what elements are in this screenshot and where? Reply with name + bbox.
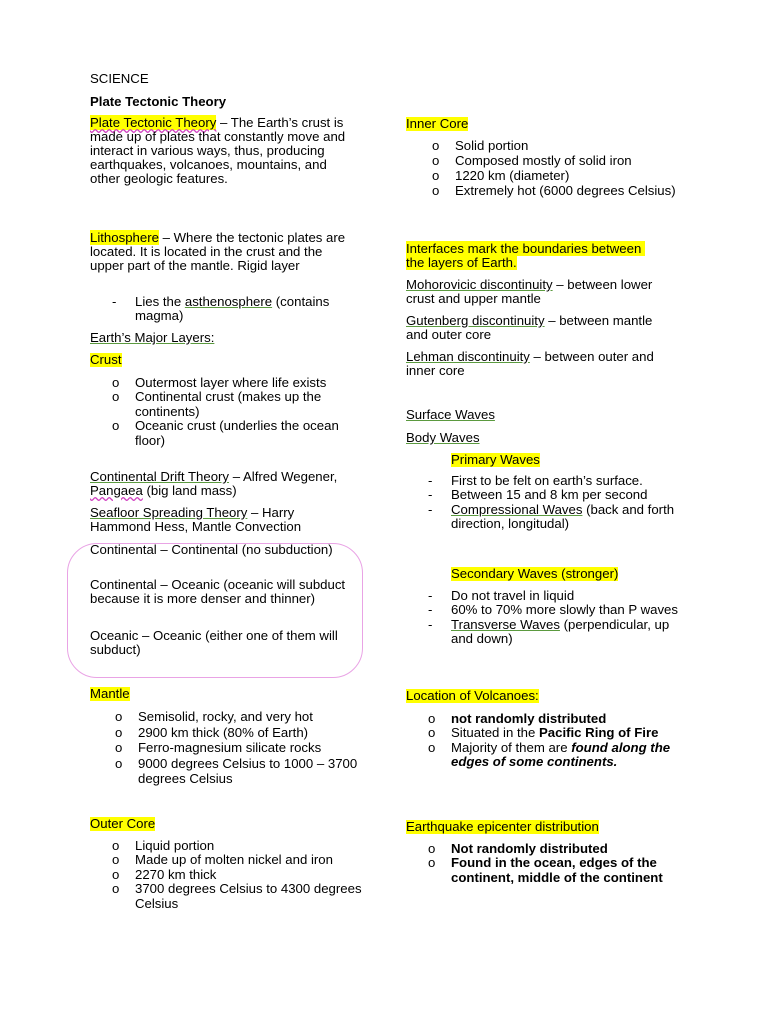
bullet-marker: o bbox=[112, 418, 120, 434]
bullet-marker: o bbox=[115, 709, 123, 724]
epicenter-list bbox=[406, 842, 681, 885]
bullet-marker: o bbox=[115, 724, 123, 740]
bullet-marker: o bbox=[115, 755, 123, 771]
list-item: o Oceanic crust (underlies the ocean floor) bbox=[112, 418, 339, 448]
list-item: o Continental crust (makes up the continents) bbox=[112, 389, 322, 419]
gutenberg-paragraph: Gutenberg discontinuity – between mantle and outer core bbox=[406, 313, 657, 342]
bullet-marker: o bbox=[112, 375, 120, 390]
crust-heading: Crust bbox=[90, 352, 122, 367]
moho-paragraph: Mohorovicic discontinuity – between lower crust and upper mantle bbox=[406, 277, 656, 306]
bullet-marker: o bbox=[428, 855, 436, 871]
list-item: o Outermost layer where life exists bbox=[112, 375, 327, 390]
boundary-oo: Oceanic – Oceanic (either one of them will subduct) bbox=[90, 628, 342, 657]
inner-core-heading: Inner Core bbox=[406, 116, 469, 131]
bullet-marker: o bbox=[112, 389, 120, 405]
doc-title: Plate Tectonic Theory bbox=[90, 94, 227, 109]
doc-label: SCIENCE bbox=[90, 71, 149, 86]
bullet-marker: o bbox=[112, 881, 120, 897]
list-item: - Compressional Waves (back and forth direction, longitudal) bbox=[428, 501, 675, 532]
term-pangaea: Pangaea bbox=[90, 483, 143, 498]
boundary-co: Continental – Oceanic (oceanic will subduct because it is more denser and thinner) bbox=[90, 577, 349, 606]
boundary-cc: Continental – Continental (no subduction) bbox=[90, 542, 333, 557]
bullet-marker: o bbox=[432, 138, 440, 153]
bullet-marker: o bbox=[428, 739, 436, 755]
body-waves-heading: Body Waves bbox=[406, 430, 480, 445]
list-item: - 60% to 70% more slowly than P waves bbox=[428, 602, 678, 618]
volcanoes-list bbox=[406, 712, 681, 770]
list-item: o 2270 km thick bbox=[112, 866, 217, 882]
crust-list bbox=[90, 376, 365, 448]
list-item: o Situated in the Pacific Ring of Fire bbox=[428, 725, 659, 741]
list-item: o 9000 degrees Celsius to 1000 – 3700 degrees Celsius bbox=[115, 755, 358, 787]
dash-marker: - bbox=[428, 487, 433, 503]
list-item: o Semisolid, rocky, and very hot bbox=[115, 709, 313, 724]
lehman-paragraph: Lehman discontinuity – between outer and inner core bbox=[406, 349, 658, 378]
dash-marker: - bbox=[428, 588, 433, 603]
bullet-marker: o bbox=[112, 852, 120, 868]
list-item: - Do not travel in liquid bbox=[428, 588, 575, 603]
term-plate-tectonic: Plate Tectonic Theory bbox=[90, 115, 217, 130]
list-item: o Composed mostly of solid iron bbox=[432, 153, 632, 168]
seafloor-paragraph: Seafloor Spreading Theory – Harry Hammond Hess, Mantle Convection bbox=[90, 505, 302, 534]
continental-drift-paragraph: Continental Drift Theory – Alfred Wegener, Pangaea (big land mass) bbox=[90, 469, 341, 498]
bullet-marker: o bbox=[432, 168, 440, 183]
primary-waves-list bbox=[406, 474, 681, 532]
list-item: o Extremely hot (6000 degrees Celsius) bbox=[432, 183, 676, 198]
term-seafloor-spreading: Seafloor Spreading Theory bbox=[90, 505, 248, 520]
list-item: o Not randomly distributed bbox=[428, 841, 608, 856]
lithosphere-list bbox=[90, 295, 340, 324]
list-item: o Liquid portion bbox=[112, 838, 215, 853]
list-item: o Made up of molten nickel and iron bbox=[112, 852, 333, 868]
dash-marker: - bbox=[112, 294, 117, 309]
term-lehman: Lehman discontinuity bbox=[406, 349, 530, 364]
interfaces-highlight: Interfaces mark the boundaries between the layers of Earth. bbox=[406, 241, 645, 270]
list-item: o Solid portion bbox=[432, 138, 529, 153]
surface-waves-heading: Surface Waves bbox=[406, 407, 495, 422]
term-gutenberg: Gutenberg discontinuity bbox=[406, 313, 545, 328]
primary-waves-heading: Primary Waves bbox=[451, 452, 540, 467]
list-item: o 2900 km thick (80% of Earth) bbox=[115, 724, 309, 740]
dash-marker: - bbox=[428, 501, 433, 517]
term-mohorovicic: Mohorovicic discontinuity bbox=[406, 277, 553, 292]
boundary-annotation-ellipse bbox=[67, 543, 363, 678]
layers-heading: Earth’s Major Layers: bbox=[90, 330, 215, 345]
plate-tectonic-paragraph: Plate Tectonic Theory – The Earth’s crust is made up of plates that constantly move and interact in various ways, thus, producing earthquakes, volcanoes, mountains, and other geologic features. bbox=[90, 115, 349, 186]
list-item: - First to be felt on earth’s surface. bbox=[428, 473, 643, 488]
list-item: o 3700 degrees Celsius to 4300 degrees Celsius bbox=[112, 881, 362, 911]
bullet-marker: o bbox=[428, 711, 436, 726]
bullet-marker: o bbox=[432, 153, 440, 168]
list-item: o Majority of them are found along the edges of some continents. bbox=[428, 739, 671, 770]
term-continental-drift: Continental Drift Theory bbox=[90, 469, 230, 484]
dash-marker: - bbox=[428, 473, 433, 488]
secondary-waves-heading: Secondary Waves (stronger) bbox=[451, 566, 619, 581]
list-item: - Transverse Waves (perpendicular, up and down) bbox=[428, 616, 670, 647]
dash-marker: - bbox=[428, 602, 433, 618]
term-asthenosphere: asthenosphere bbox=[184, 294, 273, 309]
volcanoes-heading: Location of Volcanoes: bbox=[406, 688, 539, 703]
bullet-marker: o bbox=[112, 838, 120, 853]
interfaces-paragraph bbox=[406, 242, 651, 270]
list-item: o Found in the ocean, edges of the continent, middle of the continent bbox=[428, 855, 663, 885]
term-compressional-waves: Compressional Waves bbox=[451, 501, 583, 517]
bullet-marker: o bbox=[115, 740, 123, 756]
bullet-marker: o bbox=[112, 866, 120, 882]
bullet-marker: o bbox=[428, 841, 436, 856]
term-transverse-waves: Transverse Waves bbox=[451, 616, 560, 632]
inner-core-list bbox=[410, 138, 685, 198]
list-item: - Lies the asthenosphere (contains magma) bbox=[112, 294, 330, 324]
list-item: - Between 15 and 8 km per second bbox=[428, 487, 648, 503]
outer-core-heading: Outer Core bbox=[90, 816, 156, 831]
term-lithosphere: Lithosphere bbox=[90, 230, 159, 245]
bullet-marker: o bbox=[428, 725, 436, 741]
mantle-list bbox=[93, 709, 368, 787]
list-item: o not randomly distributed bbox=[428, 711, 607, 726]
list-item: o Ferro-magnesium silicate rocks bbox=[115, 740, 322, 756]
epicenter-heading: Earthquake epicenter distribution bbox=[406, 819, 599, 834]
dash-marker: - bbox=[428, 616, 433, 632]
bullet-marker: o bbox=[432, 183, 440, 198]
list-item: o 1220 km (diameter) bbox=[432, 168, 570, 183]
secondary-waves-list bbox=[406, 589, 681, 647]
lithosphere-paragraph: Lithosphere – Where the tectonic plates are located. It is located in the crust and the upper part of the mantle. Rigid layer bbox=[90, 230, 349, 273]
mantle-heading: Mantle bbox=[90, 686, 130, 701]
outer-core-list bbox=[90, 839, 365, 911]
